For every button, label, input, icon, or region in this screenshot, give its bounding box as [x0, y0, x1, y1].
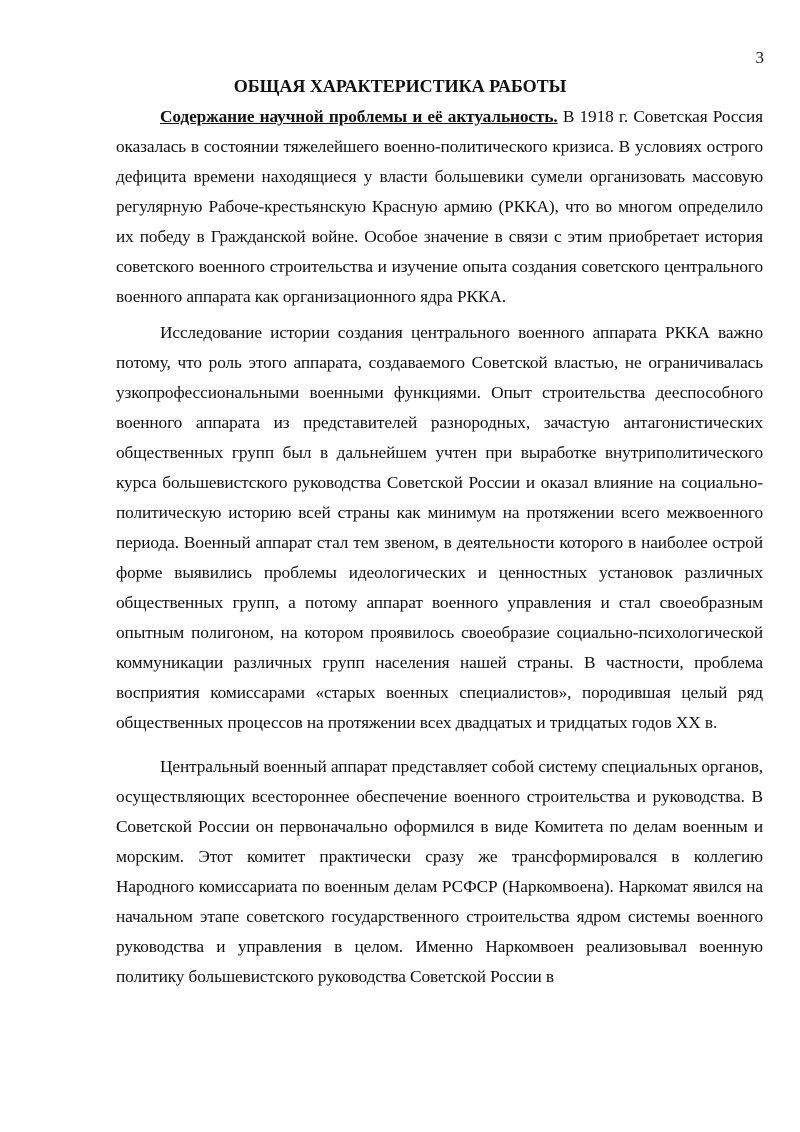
paragraph-research: Исследование истории создания центрального военного аппарата РККА важно потому, что роль этого аппарата, создаваемого Советской властью, не ограничивалась узкопрофессиональными военными функциями. Опыт строительства дееспособного военного аппарата из представителей разнородных, зачастую антагонистических общественных групп был в дальнейшем учтен при выработке внутриполитического курса большевистского руководства Советской России и оказал влияние на социально-политическую историю всей страны как минимум на протяжении всего межвоенного периода. Военный аппарат стал тем звеном, в деятельности которого в наиболее острой форме выявились проблемы идеологических и ценностных установок различных общественных групп, а потому аппарат военного управления и стал своеобразным опытным полигоном, на котором проявилось своеобразие социально-психологической коммуникации различных групп населения нашей страны. В частности, проблема восприятия комиссарами «старых военных специалистов», породившая целый ряд общественных процессов на протяжении всех двадцатых и тридцатых годов XX в. — [116, 323, 763, 732]
page-title: ОБЩАЯ ХАРАКТЕРИСТИКА РАБОТЫ — [233, 76, 567, 96]
paragraph-central-apparatus: Центральный военный аппарат представляет собой систему специальных органов, осуществляющих всестороннее обеспечение военного строительства и руководства. В Советской России он первоначально оформился в виде Комитета по делам военным и морским. Этот комитет практически сразу же трансформировался в коллегию Народного комиссариата по военным делам РСФСР (Наркомвоена). Наркомат явился на начальном этапе советского государственного строительства ядром системы военного руководства и управления в целом. Именно Наркомвоен реализовывал военную политику большевистского руководства Советской России в — [116, 757, 763, 986]
paragraph-text: В 1918 г. Советская Россия оказалась в состоянии тяжелейшего военно-политического кризиса. В условиях острого дефицита времени находящиеся у власти большевики сумели организовать массовую регулярную Рабоче-крестьянскую Красную армию (РККА), что во многом определило их победу в Гражданской войне. Особое значение в связи с этим приобретает история советского военного строительства и изучение опыта создания советского центрального военного аппарата как организационного ядра РККА. — [116, 107, 763, 306]
section-lead-heading: Содержание научной проблемы и её актуальность. — [160, 107, 558, 126]
document-body — [116, 102, 763, 1006]
paragraph-relevance — [116, 102, 763, 312]
page-number: 3 — [755, 48, 764, 67]
